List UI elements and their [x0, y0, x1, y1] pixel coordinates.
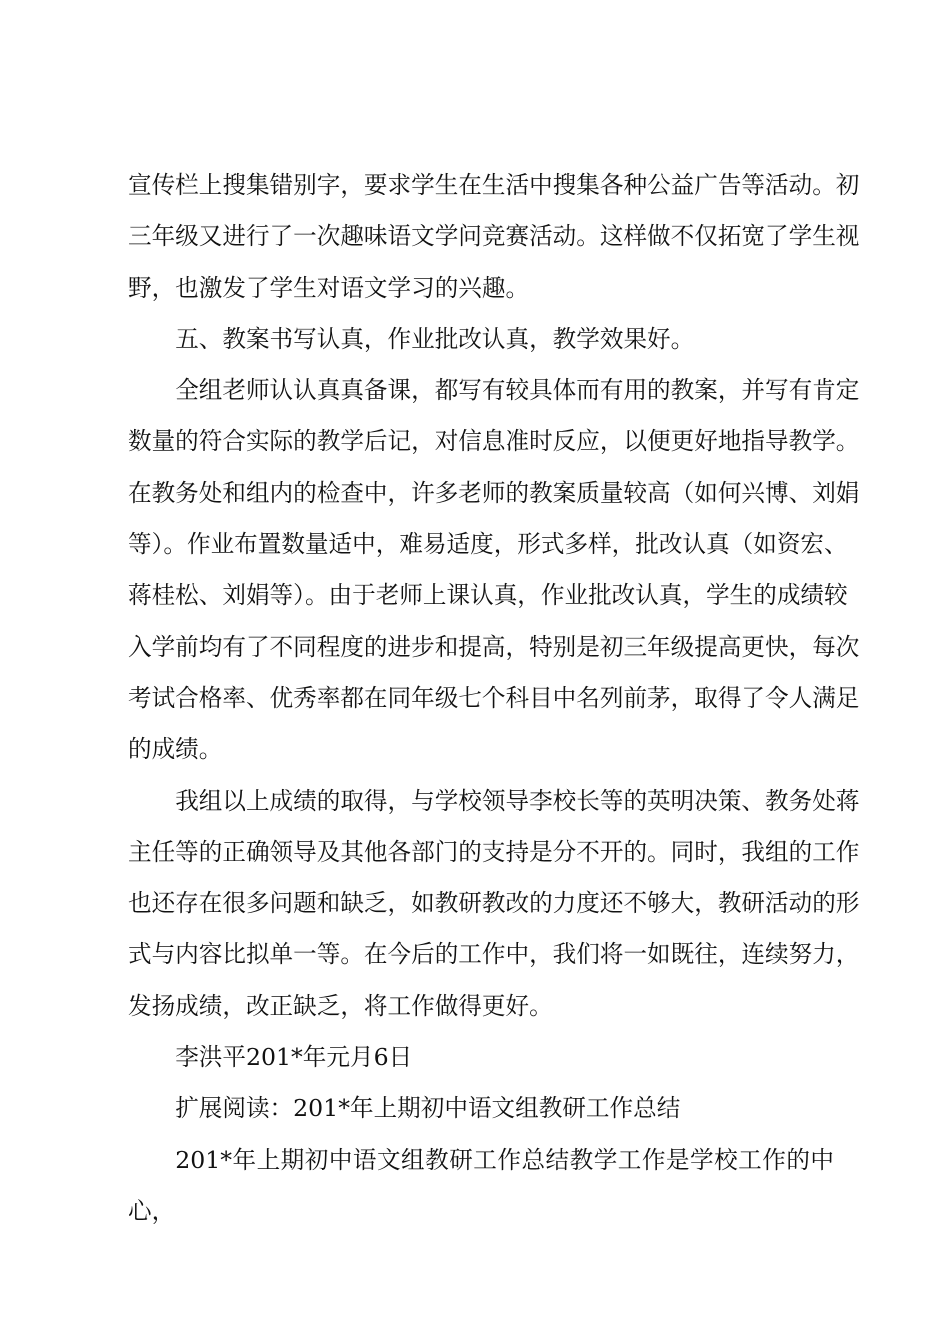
text-line: 蒋桂松、刘娟等）。由于老师上课认真，作业批改认真，学生的成绩较	[128, 581, 848, 610]
paragraph-lesson-plans	[128, 365, 860, 775]
extended-reading-text: 扩展阅读：201*年上期初中语文组教研工作总结	[175, 1094, 681, 1123]
text-line: 201*年上期初中语文组教研工作总结教学工作是学校工作的中心，	[128, 1145, 834, 1225]
text-line: 在教务处和组内的检查中，许多老师的教案质量较高（如何兴博、刘娟	[128, 478, 860, 507]
text-line: 我组以上成绩的取得，与学校领导李校长等的英明决策、教务处蒋	[175, 786, 860, 815]
text-line: 全组老师认认真真备课，都写有较具体而有用的教案，并写有肯定	[175, 376, 860, 405]
section-heading	[128, 314, 834, 365]
signature-line	[128, 1032, 834, 1083]
text-line: 也还存在很多问题和缺乏，如教研教改的力度还不够大，教研活动的形	[128, 889, 860, 918]
text-line: 等）。作业布置数量适中，难易适度，形式多样，批改认真（如资宏、	[128, 530, 848, 559]
document-body	[128, 160, 860, 1237]
text-line: 考试合格率、优秀率都在同年级七个科目中名列前茅，取得了令人满足	[128, 683, 860, 712]
text-line: 发扬成绩，改正缺乏，将工作做得更好。	[128, 991, 553, 1020]
text-line: 式与内容比拟单一等。在今后的工作中，我们将一如既往，连续努力，	[128, 940, 860, 969]
paragraph-conclusion	[128, 776, 860, 1032]
text-line: 宣传栏上搜集错别字，要求学生在生活中搜集各种公益广告等活动。初	[128, 171, 860, 199]
paragraph-continuation	[128, 160, 860, 314]
text-line: 数量的符合实际的教学后记，对信息准时反应，以便更好地指导教学。	[128, 427, 860, 456]
signature-text: 李洪平201*年元月6日	[175, 1043, 413, 1072]
text-line: 三年级又进行了一次趣味语文学问竞赛活动。这样做不仅拓宽了学生视	[128, 222, 860, 251]
heading-text: 五、教案书写认真，作业批改认真，教学效果好。	[175, 324, 695, 353]
text-line: 主任等的正确领导及其他各部门的支持是分不开的。同时，我组的工作	[128, 837, 860, 866]
extended-reading-title	[128, 1083, 834, 1134]
paragraph-summary-start	[128, 1135, 834, 1238]
text-line: 的成绩。	[128, 735, 223, 764]
text-line: 入学前均有了不同程度的进步和提高，特别是初三年级提高更快，每次	[128, 632, 860, 661]
text-line: 野，也激发了学生对语文学习的兴趣。	[128, 273, 530, 302]
